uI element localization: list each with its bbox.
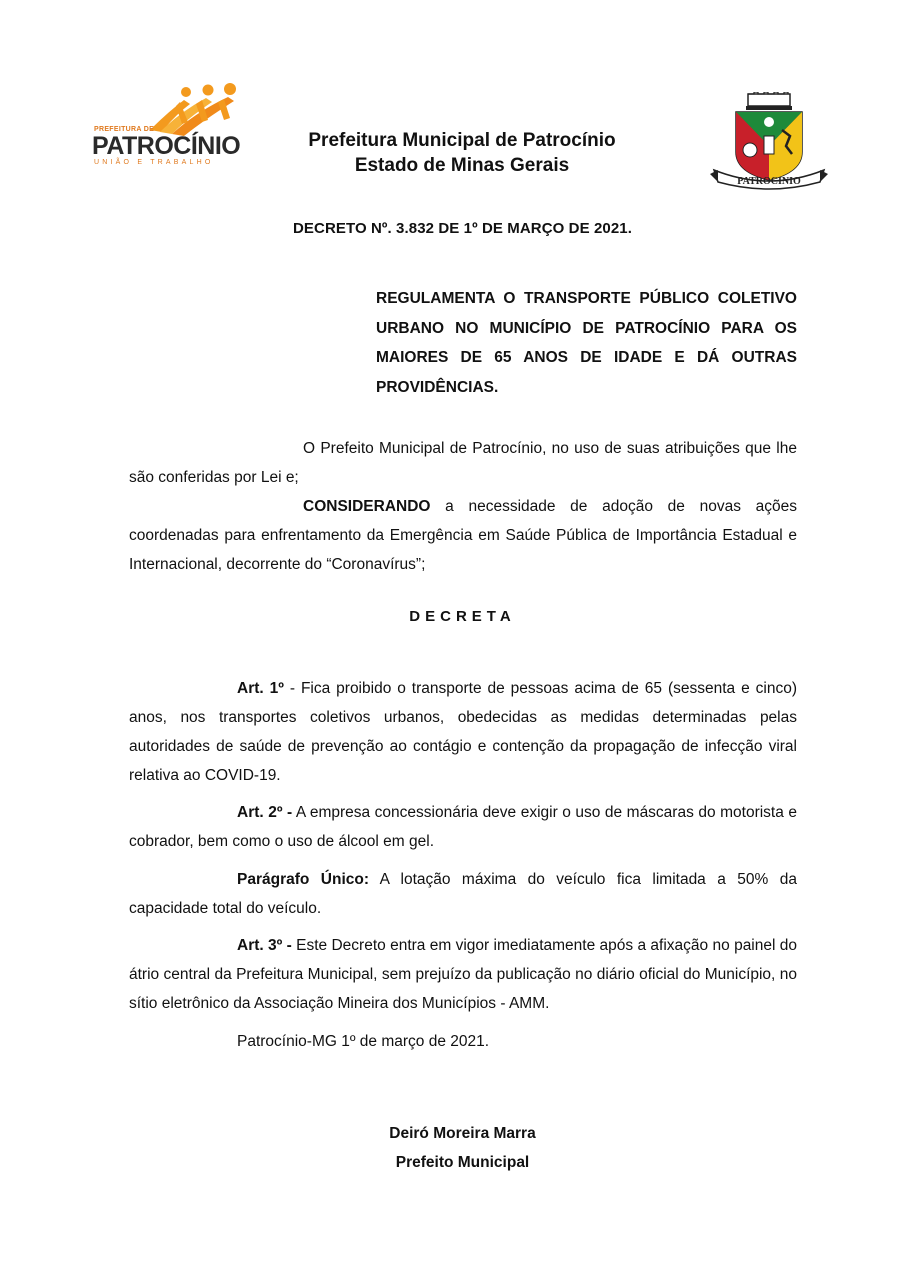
considerando-paragraph [129,492,797,579]
considerando-label: CONSIDERANDO [303,498,431,515]
article-label: Parágrafo Único: [237,871,370,888]
place-date: Patrocínio-MG 1º de março de 2021. [237,1033,490,1050]
preamble-paragraph: O Prefeito Municipal de Patrocínio, no uso de suas atribuições que lhe são conferidas por Lei e; [129,440,797,486]
article-text: A lotação máxima do veículo fica limitada a 50% da capacidade total do veículo. [129,871,797,917]
header-title-line1: Prefeitura Municipal de Patrocínio [308,130,616,151]
considerando-text: a necessidade de adoção de novas ações coordenadas para enfrentamento da Emergência em Saúde Pública de Importância Estadual e Internacional, decorrente do “Coronavírus”; [129,498,797,573]
logo-tagline: UNIÃO E TRABALHO [94,159,214,166]
decreta-heading: DECRETA [409,608,516,625]
header-title [262,128,662,178]
decree-title: DECRETO Nº. 3.832 DE 1º DE MARÇO DE 2021. [292,220,633,237]
logo-prefeitura-text: PREFEITURA DE [94,126,155,133]
signature-name: Deiró Moreira Marra [389,1125,536,1142]
logo-patrocinio-text: PATROCÍNIO [92,132,241,160]
municipal-crest-icon [710,92,828,192]
paragrafo-unico [129,865,797,923]
signature-role: Prefeito Municipal [395,1154,530,1171]
crest-banner-text: PATROCINIO [737,176,801,187]
prefeitura-logo [88,82,253,172]
article-3 [129,931,797,1018]
header-title-line2: Estado de Minas Gerais [354,155,570,176]
decree-ementa: REGULAMENTA O TRANSPORTE PÚBLICO COLETIVO URBANO NO MUNICÍPIO DE PATROCÍNIO PARA OS MAIORES DE 65 ANOS DE IDADE E DÁ OUTRAS PROVIDÊNCIAS. [376,290,797,396]
article-label: Art. 2º - [237,804,293,821]
article-text: Este Decreto entra em vigor imediatamente após a afixação no painel do átrio central da Prefeitura Municipal, sem prejuízo da publicação no diário oficial do Município, no sítio eletrônico da Associação Mineira dos Municípios - AMM. [129,937,798,1012]
article-2 [129,798,797,856]
article-label: Art. 3º - [237,937,292,954]
article-label: Art. 1º [237,680,284,697]
article-text: A empresa concessionária deve exigir o uso de máscaras do motorista e cobrador, bem como o uso de álcool em gel. [129,804,797,850]
article-1 [129,674,797,790]
article-text: - Fica proibido o transporte de pessoas acima de 65 (sessenta e cinco) anos, nos transportes coletivos urbanos, obedecidas as medidas determinadas pelas autoridades de saúde de prevenção ao contágio e contenção da propagação de infecção viral relativa ao COVID-19. [129,680,797,784]
